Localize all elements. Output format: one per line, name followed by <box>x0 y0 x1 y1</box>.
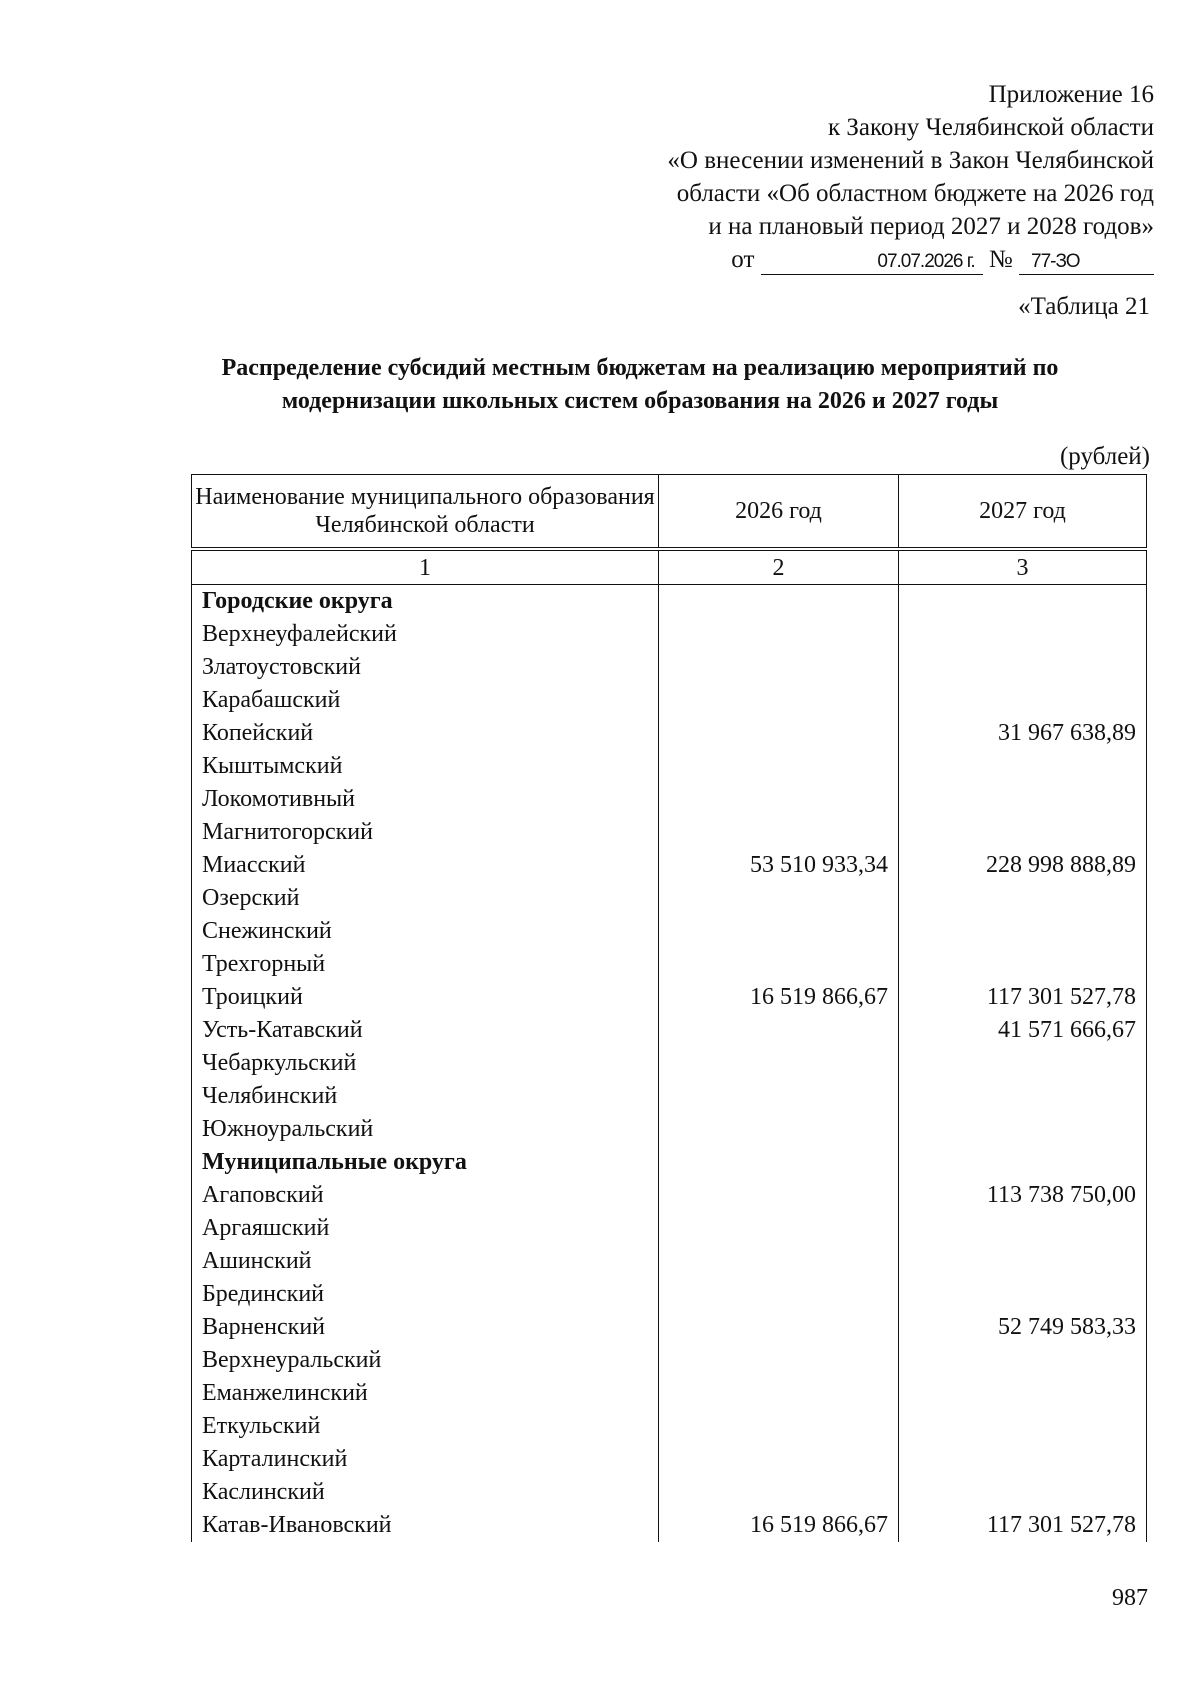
value-2027 <box>899 1410 1147 1443</box>
value-2026 <box>659 651 899 684</box>
table-row <box>192 684 1147 717</box>
value-2026 <box>659 1278 899 1311</box>
subsidy-table <box>191 474 1147 1542</box>
municipality-name: Кыштымский <box>192 750 659 783</box>
value-2026 <box>659 915 899 948</box>
municipality-name: Верхнеуральский <box>192 1344 659 1377</box>
value-2027 <box>899 948 1147 981</box>
municipality-name: Агаповский <box>192 1179 659 1212</box>
units-label: (рублей) <box>1059 443 1150 470</box>
value-2026 <box>659 783 899 816</box>
value-2027: 228 998 888,89 <box>899 849 1147 882</box>
value-2026 <box>659 1014 899 1047</box>
value-2027 <box>899 915 1147 948</box>
value-2027 <box>899 1113 1147 1146</box>
value-2026 <box>659 1113 899 1146</box>
law-number: 77-ЗО <box>1019 250 1154 275</box>
value-2027 <box>899 651 1147 684</box>
table-row <box>192 1311 1147 1344</box>
value-2026: 16 519 866,67 <box>659 981 899 1014</box>
appendix-line: области «Об областном бюджете на 2026 год <box>676 180 1154 207</box>
table-row <box>192 1014 1147 1047</box>
value-2026 <box>659 1410 899 1443</box>
value-2027 <box>899 816 1147 849</box>
appendix-header <box>534 78 1154 276</box>
municipality-name: Миасский <box>192 849 659 882</box>
header-name: Наименование муниципального образования Челябинской области <box>192 475 659 550</box>
municipality-name: Златоустовский <box>192 651 659 684</box>
municipality-name: Еманжелинский <box>192 1377 659 1410</box>
appendix-line: Приложение 16 <box>988 81 1154 108</box>
value-2027 <box>899 783 1147 816</box>
group-row <box>192 585 1147 619</box>
municipality-name: Трехгорный <box>192 948 659 981</box>
municipality-name: Муниципальные округа <box>192 1146 659 1179</box>
appendix-line: к Закону Челябинской области <box>828 114 1154 141</box>
municipality-name: Южноуральский <box>192 1113 659 1146</box>
municipality-name: Варненский <box>192 1311 659 1344</box>
table-row <box>192 1377 1147 1410</box>
value-2027 <box>899 1047 1147 1080</box>
value-2027 <box>899 1245 1147 1278</box>
value-2027 <box>899 1344 1147 1377</box>
value-2027 <box>899 1146 1147 1179</box>
value-2026 <box>659 1443 899 1476</box>
value-2026 <box>659 1179 899 1212</box>
value-2026 <box>659 1344 899 1377</box>
header-2027: 2027 год <box>899 475 1147 550</box>
value-2027 <box>899 684 1147 717</box>
number-prefix: № <box>988 246 1013 273</box>
municipality-name: Усть-Катавский <box>192 1014 659 1047</box>
column-number-row <box>192 549 1147 585</box>
value-2026 <box>659 882 899 915</box>
value-2027: 117 301 527,78 <box>899 1509 1147 1542</box>
table-row <box>192 1410 1147 1443</box>
value-2027 <box>899 1377 1147 1410</box>
column-number: 2 <box>659 549 899 585</box>
table-row <box>192 1179 1147 1212</box>
value-2026: 16 519 866,67 <box>659 1509 899 1542</box>
value-2026 <box>659 1212 899 1245</box>
municipality-name: Городские округа <box>192 585 659 619</box>
value-2027 <box>899 585 1147 619</box>
table-row <box>192 1278 1147 1311</box>
value-2026 <box>659 1476 899 1509</box>
value-2027 <box>899 750 1147 783</box>
page-number: 987 <box>1112 1585 1148 1611</box>
value-2026 <box>659 1311 899 1344</box>
table-row <box>192 750 1147 783</box>
table-row <box>192 816 1147 849</box>
table-row <box>192 948 1147 981</box>
table-row <box>192 1245 1147 1278</box>
value-2026: 53 510 933,34 <box>659 849 899 882</box>
municipality-name: Копейский <box>192 717 659 750</box>
value-2027 <box>899 1080 1147 1113</box>
table-row <box>192 1212 1147 1245</box>
value-2026 <box>659 1146 899 1179</box>
municipality-name: Каслинский <box>192 1476 659 1509</box>
municipality-name: Карабашский <box>192 684 659 717</box>
municipality-name: Катав-Ивановский <box>192 1509 659 1542</box>
table-row <box>192 1509 1147 1542</box>
table-row <box>192 1047 1147 1080</box>
group-row <box>192 1146 1147 1179</box>
value-2027: 41 571 666,67 <box>899 1014 1147 1047</box>
table-row <box>192 849 1147 882</box>
value-2026 <box>659 618 899 651</box>
municipality-name: Чебаркульский <box>192 1047 659 1080</box>
table-row <box>192 882 1147 915</box>
municipality-name: Троицкий <box>192 981 659 1014</box>
table-row <box>192 1113 1147 1146</box>
table-row <box>192 915 1147 948</box>
value-2027: 31 967 638,89 <box>899 717 1147 750</box>
value-2027 <box>899 618 1147 651</box>
law-date: 07.07.2026 г. <box>761 250 983 275</box>
column-number: 3 <box>899 549 1147 585</box>
document-title: Распределение субсидий местным бюджетам на реализацию мероприятий по модернизации школьных систем образования на 2026 и 2027 годы <box>221 355 1059 414</box>
municipality-name: Снежинский <box>192 915 659 948</box>
value-2027: 113 738 750,00 <box>899 1179 1147 1212</box>
date-prefix: от <box>731 246 755 273</box>
table-row <box>192 717 1147 750</box>
municipality-name: Верхнеуфалейский <box>192 618 659 651</box>
value-2027 <box>899 1212 1147 1245</box>
column-number: 1 <box>192 549 659 585</box>
value-2026 <box>659 750 899 783</box>
value-2026 <box>659 948 899 981</box>
municipality-name: Магнитогорский <box>192 816 659 849</box>
table-row <box>192 1476 1147 1509</box>
value-2026 <box>659 816 899 849</box>
value-2027 <box>899 1476 1147 1509</box>
table-row <box>192 618 1147 651</box>
value-2026 <box>659 585 899 619</box>
value-2027 <box>899 882 1147 915</box>
value-2027: 52 749 583,33 <box>899 1311 1147 1344</box>
municipality-name: Брединский <box>192 1278 659 1311</box>
table-row <box>192 1080 1147 1113</box>
table-row <box>192 1443 1147 1476</box>
value-2026 <box>659 1377 899 1410</box>
header-2026: 2026 год <box>659 475 899 550</box>
table-row <box>192 651 1147 684</box>
law-date-number-line <box>534 243 1154 276</box>
value-2026 <box>659 1245 899 1278</box>
municipality-name: Карталинский <box>192 1443 659 1476</box>
appendix-line: «О внесении изменений в Закон Челябинской <box>667 147 1154 174</box>
municipality-name: Еткульский <box>192 1410 659 1443</box>
value-2027: 117 301 527,78 <box>899 981 1147 1014</box>
municipality-name: Челябинский <box>192 1080 659 1113</box>
table-row <box>192 981 1147 1014</box>
municipality-name: Озерский <box>192 882 659 915</box>
value-2026 <box>659 1047 899 1080</box>
municipality-name: Аргаяшский <box>192 1212 659 1245</box>
table-label: «Таблица 21 <box>1018 293 1150 320</box>
value-2026 <box>659 717 899 750</box>
header-row <box>192 475 1147 550</box>
value-2027 <box>899 1443 1147 1476</box>
value-2026 <box>659 684 899 717</box>
value-2026 <box>659 1080 899 1113</box>
table-row <box>192 1344 1147 1377</box>
municipality-name: Ашинский <box>192 1245 659 1278</box>
value-2027 <box>899 1278 1147 1311</box>
municipality-name: Локомотивный <box>192 783 659 816</box>
appendix-line: и на плановый период 2027 и 2028 годов» <box>708 213 1154 240</box>
table-row <box>192 783 1147 816</box>
